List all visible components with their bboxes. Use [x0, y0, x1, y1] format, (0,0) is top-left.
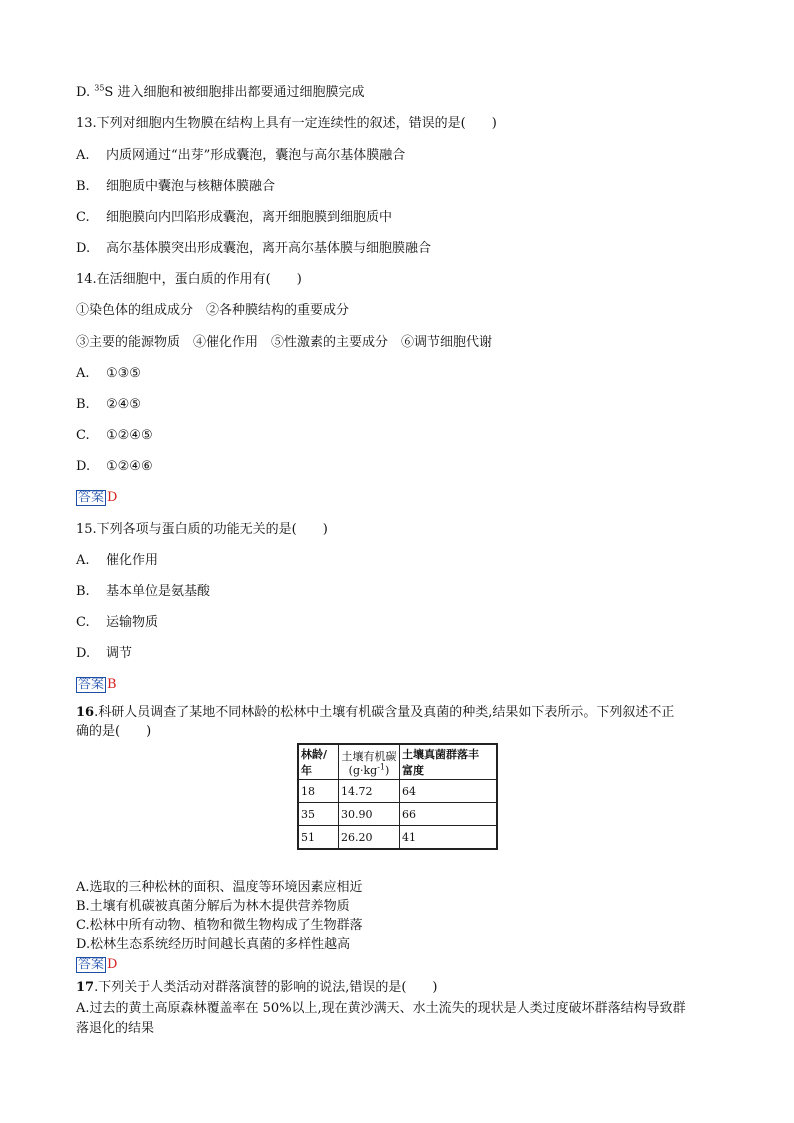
table-header-row — [298, 744, 497, 780]
option-text: ②④⑤ — [106, 397, 141, 412]
table-cell: 26.20 — [339, 826, 400, 850]
option-letter: D. — [76, 646, 91, 661]
option-text: 内质网通过“出芽”形成囊泡，囊泡与高尔基体膜融合 — [106, 148, 406, 163]
superscript: -1 — [377, 761, 386, 771]
q16-option-c: C.松林中所有动物、植物和微生物构成了生物群落 — [76, 918, 363, 933]
option-text: 基本单位是氨基酸 — [106, 584, 211, 599]
option-letter: B. — [76, 179, 90, 194]
header-unit-close: ) — [385, 763, 390, 777]
option-text: 运输物质 — [106, 615, 159, 630]
option-text: ①②④⑥ — [106, 459, 153, 474]
table-cell: 14.72 — [339, 780, 400, 803]
answer-label: 答案 — [78, 677, 105, 692]
table-row — [298, 780, 497, 803]
q14-items-line-2: ③主要的能源物质 ④催化作用 ⑤性激素的主要成分 ⑥调节细胞代谢 — [76, 335, 493, 350]
option-text: ①②④⑤ — [106, 428, 153, 443]
stem-text: .下列关于人类活动对群落演替的影响的说法,错误的是( ) — [94, 980, 438, 995]
table-cell: 41 — [400, 826, 498, 850]
q13-option-b — [76, 178, 275, 196]
q13-stem: 13.下列对细胞内生物膜在结构上具有一定连续性的叙述，错误的是( ) — [76, 116, 497, 131]
option-letter: C. — [76, 615, 90, 630]
q14-items-line-1: ①染色体的组成成分 ②各种膜结构的重要成分 — [76, 303, 350, 318]
question-number: 16 — [76, 705, 95, 720]
option-text: S 进入细胞和被细胞排出都要通过细胞膜完成 — [104, 85, 365, 100]
header-unit: (g·kg — [348, 763, 378, 777]
header-line: 土壤真菌群落丰 — [402, 748, 479, 761]
table-row — [298, 826, 497, 850]
table-cell: 51 — [298, 826, 339, 850]
option-letter: A. — [76, 148, 90, 163]
answer-label: 答案 — [78, 490, 105, 505]
q15-option-a — [76, 552, 158, 570]
option-letter: A. — [76, 366, 90, 381]
answer-value: D — [107, 957, 118, 972]
q14-option-c — [76, 427, 153, 445]
data-table — [297, 743, 498, 850]
header-cell-forest-age — [298, 744, 339, 780]
question-number: 17 — [76, 980, 95, 995]
q17-option-a-line-1: A.过去的黄土高原森林覆盖率在 50%以上,现在黄沙满天、水土流失的现状是人类过度破坏群落结构导致群 — [76, 1001, 686, 1016]
q14-stem: 14.在活细胞中，蛋白质的作用有( ) — [76, 272, 302, 287]
option-letter: D. — [76, 241, 91, 256]
option-text: 细胞质中囊泡与核糖体膜融合 — [106, 179, 276, 194]
option-letter: A. — [76, 553, 90, 568]
table-cell: 30.90 — [339, 803, 400, 826]
q13-option-a — [76, 147, 405, 165]
table-cell: 35 — [298, 803, 339, 826]
stem-text: .科研人员调查了某地不同林龄的松林中土壤有机碳含量及真菌的种类,结果如下表所示。下列叙述不正 — [94, 705, 675, 720]
option-text: 高尔基体膜突出形成囊泡，离开高尔基体膜与细胞膜融合 — [106, 241, 432, 256]
table-cell: 64 — [400, 780, 498, 803]
table-cell: 18 — [298, 780, 339, 803]
option-letter: B. — [76, 584, 90, 599]
q13-option-d — [76, 240, 431, 258]
header-line: 林龄/ — [301, 748, 328, 761]
option-text: 催化作用 — [106, 553, 159, 568]
q16-option-b: B.土壤有机碳被真菌分解后为林木提供营养物质 — [76, 899, 350, 914]
header-line: 土壤有机碳 — [341, 749, 397, 763]
option-letter: D. — [76, 85, 91, 100]
q15-option-b — [76, 583, 210, 601]
option-letter: B. — [76, 397, 90, 412]
q14-option-d — [76, 458, 153, 476]
option-text: ①③⑤ — [106, 366, 141, 381]
q16-answer — [76, 956, 117, 975]
option-text: 调节 — [106, 646, 133, 661]
option-letter: C. — [76, 210, 90, 225]
answer-value: D — [107, 490, 118, 505]
table-row — [298, 803, 497, 826]
q14-option-b — [76, 396, 141, 414]
q16-option-a: A.选取的三种松林的面积、温度等环境因素应相近 — [76, 880, 363, 895]
q14-option-a — [76, 365, 141, 383]
q17-stem — [76, 979, 438, 997]
q16-option-d: D.松林生态系统经历时间越长真菌的多样性越高 — [76, 937, 351, 952]
q16-stem-line-2: 确的是( ) — [76, 724, 152, 739]
option-letter: C. — [76, 428, 90, 443]
q17-option-a-line-2: 落退化的结果 — [76, 1021, 155, 1036]
q12-option-d — [76, 84, 364, 102]
option-letter: D. — [76, 459, 91, 474]
header-cell-soil-carbon — [339, 744, 400, 780]
q16-stem-line-1 — [76, 704, 674, 722]
header-line: 富度 — [402, 764, 424, 777]
table-cell: 66 — [400, 803, 498, 826]
q15-option-c — [76, 614, 158, 632]
q13-option-c — [76, 209, 392, 227]
header-line — [341, 761, 397, 777]
superscript: 35 — [94, 83, 105, 93]
q15-stem: 15.下列各项与蛋白质的功能无关的是( ) — [76, 522, 328, 537]
q15-answer — [76, 676, 117, 695]
q15-option-d — [76, 645, 132, 663]
header-cell-fungal-richness — [400, 744, 498, 780]
header-line: 年 — [301, 764, 312, 777]
q14-answer — [76, 489, 117, 508]
option-text: 细胞膜向内凹陷形成囊泡，离开细胞膜到细胞质中 — [106, 210, 393, 225]
answer-value: B — [107, 677, 117, 692]
answer-label: 答案 — [78, 957, 105, 972]
